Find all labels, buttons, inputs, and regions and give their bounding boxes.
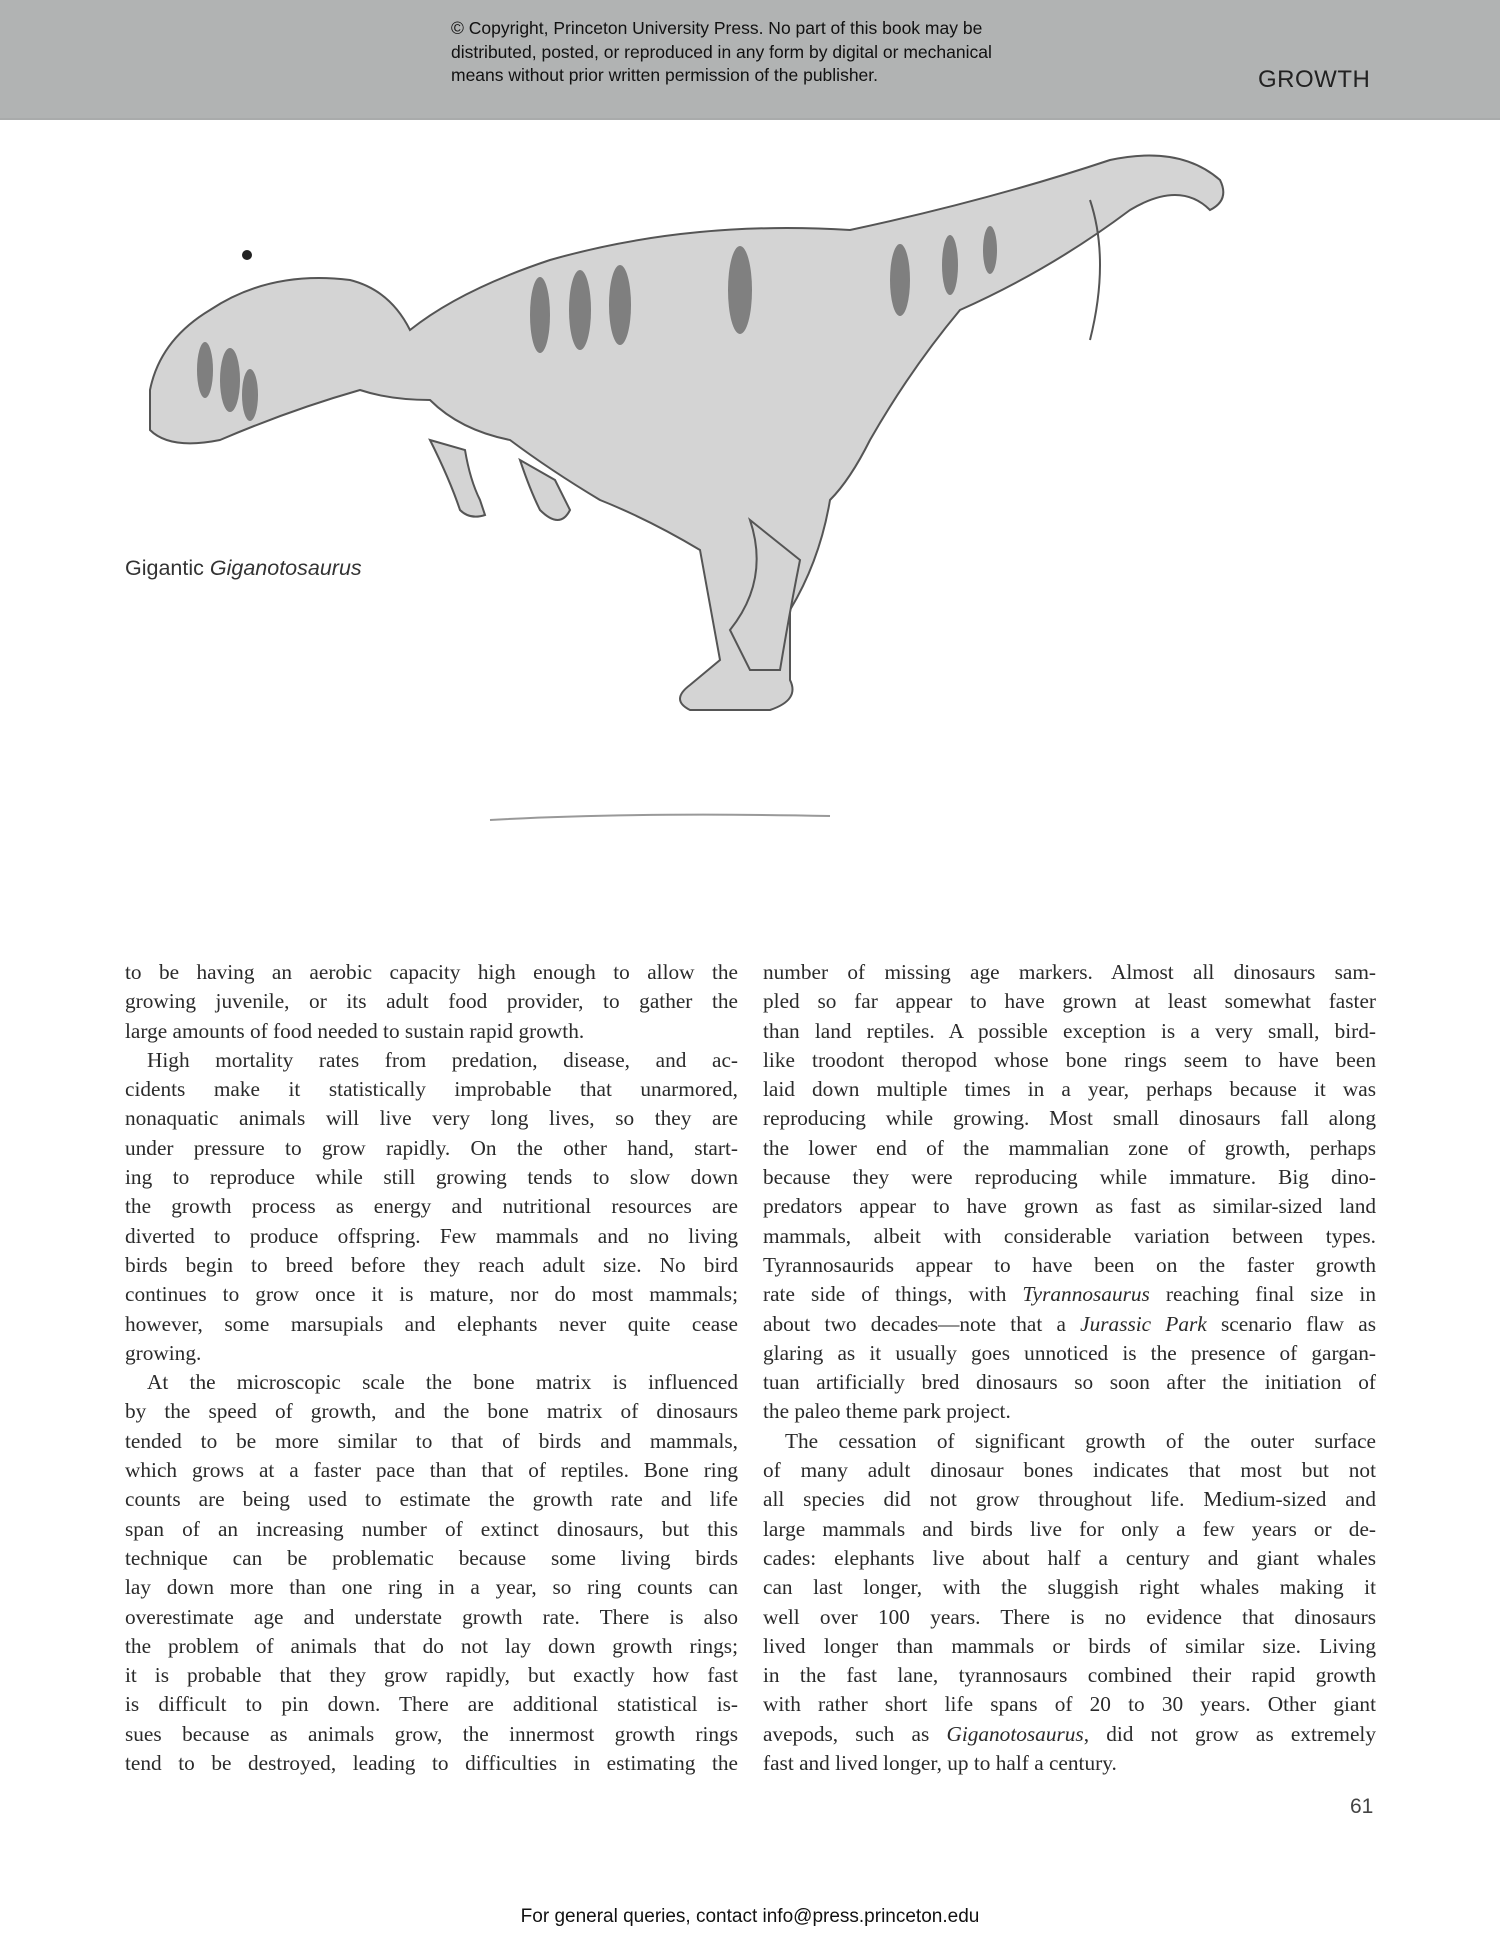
body-line: of many adult dinosaur bones indicates that most but not — [763, 1458, 1376, 1483]
caption-text: Gigantic — [125, 556, 210, 580]
body-line: large amounts of food needed to sustain rapid growth. — [125, 1018, 585, 1043]
body-line: At the microscopic scale the bone matrix is influenced — [147, 1370, 738, 1395]
body-line: which grows at a faster pace than that of reptiles. Bone ring — [125, 1458, 738, 1483]
text-segment: about two decades—note that a — [763, 1311, 1081, 1336]
italic-term: Jurassic Park — [1080, 1311, 1207, 1336]
copyright-notice — [451, 17, 992, 88]
giganotosaurus-illustration — [130, 140, 1370, 840]
body-line — [763, 1310, 1376, 1339]
page-number: 61 — [1350, 1795, 1374, 1818]
footer-contact: For general queries, contact info@press.princeton.edu — [520, 1906, 980, 1927]
body-line: under pressure to grow rapidly. On the other hand, start- — [125, 1135, 738, 1160]
body-line: birds begin to breed before they reach adult size. No bird — [125, 1252, 738, 1277]
body-line: is difficult to pin down. There are additional statistical is- — [125, 1692, 738, 1717]
body-line: Tyrannosaurids appear to have been on the faster growth — [763, 1252, 1376, 1277]
body-line: like troodont theropod whose bone rings seem to have been — [763, 1047, 1376, 1072]
italic-term: Tyrannosaurus — [1022, 1282, 1150, 1307]
body-line: because they were reproducing while immature. Big dino- — [763, 1165, 1376, 1190]
text-segment: , did not grow as extremely — [1083, 1721, 1376, 1746]
copyright-line: means without prior written permission of the publisher. — [451, 65, 879, 85]
caption-species: Giganotosaurus — [209, 556, 362, 580]
copyright-line: © Copyright, Princeton University Press. No part of this book may be — [451, 18, 983, 38]
body-line: The cessation of significant growth of the outer surface — [785, 1428, 1376, 1453]
text-segment: rate side of things, with — [763, 1282, 1023, 1307]
body-line: lay down more than one ring in a year, so ring counts can — [125, 1575, 738, 1600]
body-line: the problem of animals that do not lay down growth rings; — [125, 1633, 738, 1658]
body-line: predators appear to have grown as fast as similar-sized land — [763, 1194, 1376, 1219]
body-line: sues because as animals grow, the innermost growth rings — [125, 1721, 738, 1746]
body-line: glaring as it usually goes unnoticed is the presence of gargan- — [763, 1340, 1376, 1365]
body-line: the lower end of the mammalian zone of growth, perhaps — [763, 1135, 1376, 1160]
body-line: than land reptiles. A possible exception is a very small, bird- — [763, 1018, 1376, 1043]
text-segment: reaching final size in — [1149, 1282, 1376, 1307]
italic-term: Giganotosaurus — [946, 1721, 1084, 1746]
body-line: by the speed of growth, and the bone matrix of dinosaurs — [125, 1399, 738, 1424]
body-line: it is probable that they grow rapidly, but exactly how fast — [125, 1663, 738, 1688]
body-line — [763, 1280, 1376, 1309]
body-line: growing juvenile, or its adult food provider, to gather the — [125, 989, 738, 1014]
body-line: span of an increasing number of extinct dinosaurs, but this — [125, 1516, 738, 1541]
body-line: well over 100 years. There is no evidence that dinosaurs — [763, 1604, 1376, 1629]
body-line: cidents make it statistically improbable that unarmored, — [125, 1077, 738, 1102]
body-line: tend to be destroyed, leading to difficulties in estimating the — [125, 1751, 738, 1776]
body-line: cades: elephants live about half a century and giant whales — [763, 1545, 1376, 1570]
body-line: counts are being used to estimate the growth rate and life — [125, 1487, 738, 1512]
body-column-right — [763, 958, 1376, 1778]
body-line: nonaquatic animals will live very long lives, so they are — [125, 1106, 738, 1131]
body-line: reproducing while growing. Most small dinosaurs fall along — [763, 1106, 1376, 1131]
copyright-line: distributed, posted, or reproduced in any form by digital or mechanical — [451, 41, 992, 62]
body-column-left — [125, 958, 738, 1778]
body-line: laid down multiple times in a year, perhaps because it was — [763, 1077, 1376, 1102]
body-line: lived longer than mammals or birds of similar size. Living — [763, 1633, 1376, 1658]
body-line: can last longer, with the sluggish right whales making it — [763, 1575, 1376, 1600]
body-line: pled so far appear to have grown at least somewhat faster — [763, 989, 1376, 1014]
body-line — [763, 1720, 1376, 1749]
body-line: ing to reproduce while still growing tends to slow down — [125, 1165, 738, 1190]
body-line: with rather short life spans of 20 to 30 years. Other giant — [763, 1692, 1376, 1717]
body-line: mammals, albeit with considerable variation between types. — [763, 1223, 1376, 1248]
figure-caption — [125, 556, 362, 581]
body-line: to be having an aerobic capacity high enough to allow the — [125, 960, 738, 984]
running-head: GROWTH — [1258, 66, 1371, 93]
body-line: however, some marsupials and elephants never quite cease — [125, 1311, 738, 1336]
body-line: fast and lived longer, up to half a century. — [763, 1751, 1117, 1776]
body-line: continues to grow once it is mature, nor do most mammals; — [125, 1282, 738, 1307]
body-line: High mortality rates from predation, disease, and ac- — [147, 1047, 738, 1072]
body-line: overestimate age and understate growth rate. There is also — [125, 1604, 738, 1629]
body-line: the paleo theme park project. — [763, 1399, 1011, 1424]
body-line: the growth process as energy and nutritional resources are — [125, 1194, 738, 1219]
body-line: growing. — [125, 1340, 202, 1365]
body-line: technique can be problematic because some living birds — [125, 1545, 738, 1570]
body-line: in the fast lane, tyrannosaurs combined their rapid growth — [763, 1663, 1376, 1688]
body-line: diverted to produce offspring. Few mammals and no living — [125, 1223, 738, 1248]
copyright-banner — [0, 0, 1500, 120]
text-segment: scenario flaw as — [1206, 1311, 1376, 1336]
body-line: large mammals and birds live for only a few years or de- — [763, 1516, 1376, 1541]
body-line: tuan artificially bred dinosaurs so soon after the initiation of — [763, 1370, 1376, 1395]
text-segment: avepods, such as — [763, 1721, 947, 1746]
body-line: all species did not grow throughout life. Medium-sized and — [763, 1487, 1376, 1512]
body-line: tended to be more similar to that of birds and mammals, — [125, 1428, 738, 1453]
body-line: number of missing age markers. Almost all dinosaurs sam- — [763, 960, 1376, 984]
